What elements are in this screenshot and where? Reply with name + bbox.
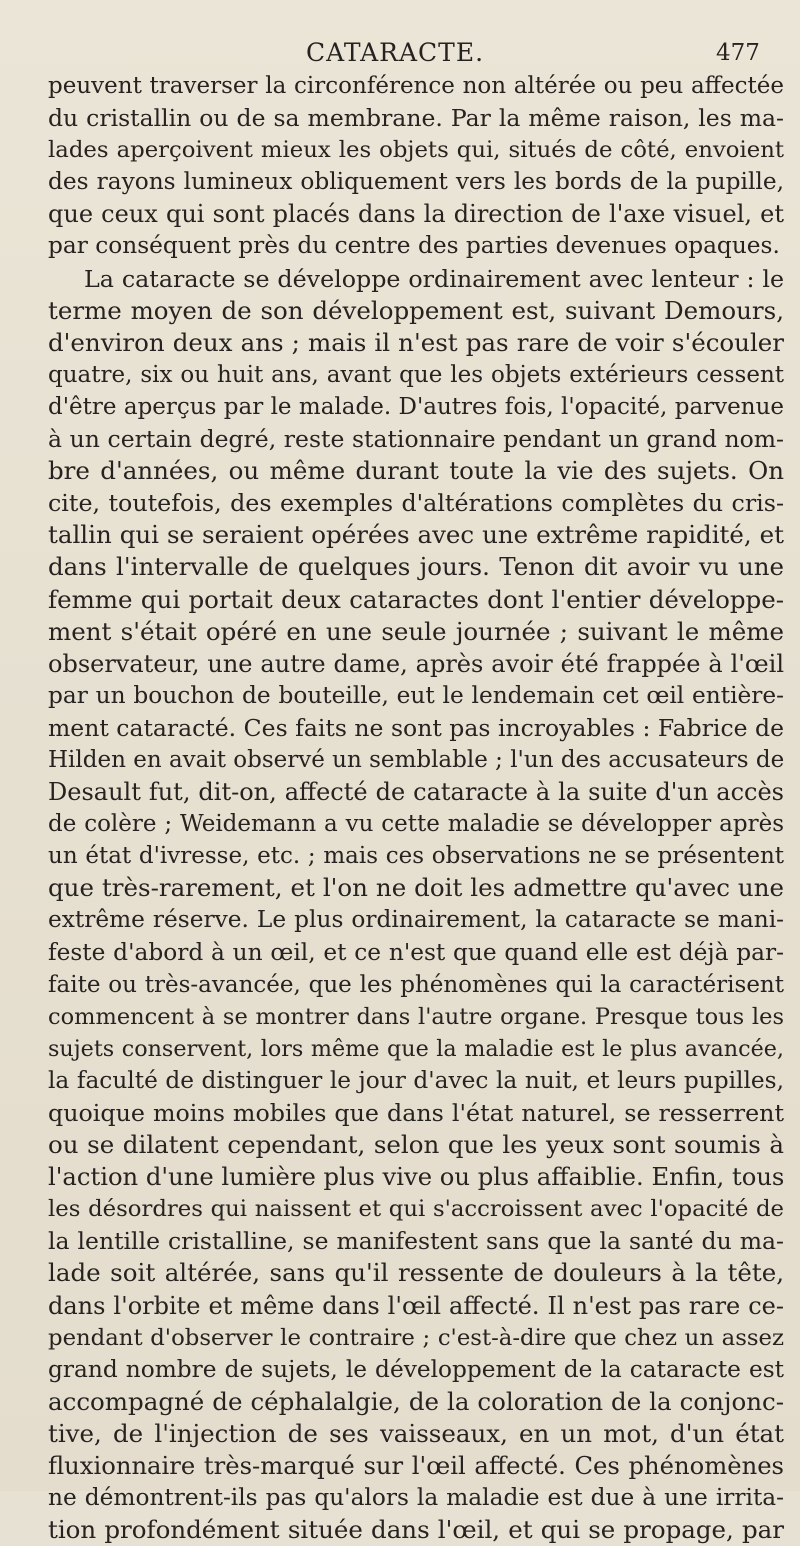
text-line: quatre, six ou huit ans, avant que les objets extérieurs cessent [48,361,784,388]
text-line: tion profondément située dans l'œil, et qui se propage, par [48,1515,784,1545]
text-line: Hilden en avait observé un semblable ; l'un des accusateurs de [48,746,785,773]
text-line: l'action d'une lumière plus vive ou plus affaiblie. Enfin, tous [48,1162,785,1192]
text-line: bre d'années, ou même durant toute la vie des sujets. On [48,456,784,486]
text-line: peuvent traverser la circonférence non altérée ou peu affectée [48,73,784,99]
text-line: sujets conservent, lors même que la maladie est le plus avancée, [48,1035,784,1062]
text-line: femme qui portait deux cataractes dont l'entier développe- [48,584,784,614]
text-line: lade soit altérée, sans qu'il ressente de douleurs à la tête, [48,1258,784,1288]
text-line: ou se dilatent cependant, selon que les yeux sont soumis à [48,1130,784,1160]
text-line: un état d'ivresse, etc. ; mais ces observations ne se présentent [48,843,784,870]
text-line: ment cataracté. Ces faits ne sont pas incroyables : Fabrice de [48,713,784,742]
text-line: grand nombre de sujets, le développement de la cataracte est [48,1355,784,1383]
page-number: 477 [716,40,760,66]
text-line: dans l'orbite et même dans l'œil affecté. Il n'est pas rare ce- [48,1291,784,1320]
text-line: faite ou très-avancée, que les phénomènes qui la caractérisent [48,971,784,998]
text-line: par un bouchon de bouteille, eut le lendemain cet œil entière- [48,681,784,709]
text-line: à un certain degré, reste stationnaire pendant un grand nom- [48,425,784,454]
running-head: CATARACTE. [306,38,485,67]
text-line: la faculté de distinguer le jour d'avec la nuit, et leurs pupilles, [48,1066,784,1094]
text-line: dans l'intervalle de quelques jours. Tenon dit avoir vu une [48,552,784,582]
text-line: feste d'abord à un œil, et ce n'est que quand elle est déjà par- [48,938,784,966]
text-line: de colère ; Weidemann a vu cette maladie se développer après [48,811,784,838]
text-line: que très-rarement, et l'on ne doit les admettre qu'avec une [48,873,784,903]
text-line: accompagné de céphalalgie, de la coloration de la conjonc- [48,1386,784,1416]
text-line: quoique moins mobiles que dans l'état naturel, se resserrent [48,1099,784,1127]
text-line: cite, toutefois, des exemples d'altérations complètes du cris- [48,489,784,518]
body-text [48,70,784,1546]
text-line: d'être aperçus par le malade. D'autres fois, l'opacité, parvenue [48,393,784,420]
text-line: du cristallin ou de sa membrane. Par la même raison, les ma- [48,104,784,133]
text-line: pendant d'observer le contraire ; c'est-à-dire que chez un assez [48,1324,784,1351]
text-line: ment s'était opéré en une seule journée ; suivant le même [48,616,784,646]
text-line: ne démontrent-ils pas qu'alors la maladie est due à une irrita- [48,1484,784,1512]
text-line: La cataracte se développe ordinairement avec lenteur : le [84,264,784,293]
text-line: lades aperçoivent mieux les objets qui, situés de côté, envoient [48,137,784,164]
text-line: que ceux qui sont placés dans la direction de l'axe visuel, et [48,200,784,229]
text-line: la lentille cristalline, se manifestent sans que la santé du ma- [48,1227,784,1256]
text-line: des rayons lumineux obliquement vers les bords de la pupille, [48,168,784,196]
text-line: observateur, une autre dame, après avoir été frappée à l'œil [48,649,784,678]
text-line: terme moyen de son développement est, suivant Demours, [48,295,784,325]
text-line: les désordres qui naissent et qui s'accroissent avec l'opacité de [48,1196,784,1223]
text-line: tallin qui se seraient opérées avec une extrême rapidité, et [48,520,784,550]
page-header [0,36,800,70]
text-line: commencent à se montrer dans l'autre organe. Presque tous les [48,1003,784,1030]
text-line: fluxionnaire très-marqué sur l'œil affecté. Ces phénomènes [48,1451,784,1481]
text-line: d'environ deux ans ; mais il n'est pas rare de voir s'écouler [48,327,784,357]
text-line: tive, de l'injection de ses vaisseaux, en un mot, d'un état [48,1418,784,1448]
text-line: par conséquent près du centre des parties devenues opaques. [48,232,780,260]
text-line: extrême réserve. Le plus ordinairement, la cataracte se mani- [48,906,784,934]
text-line: Desault fut, dit-on, affecté de cataracte à la suite d'un accès [48,778,784,807]
